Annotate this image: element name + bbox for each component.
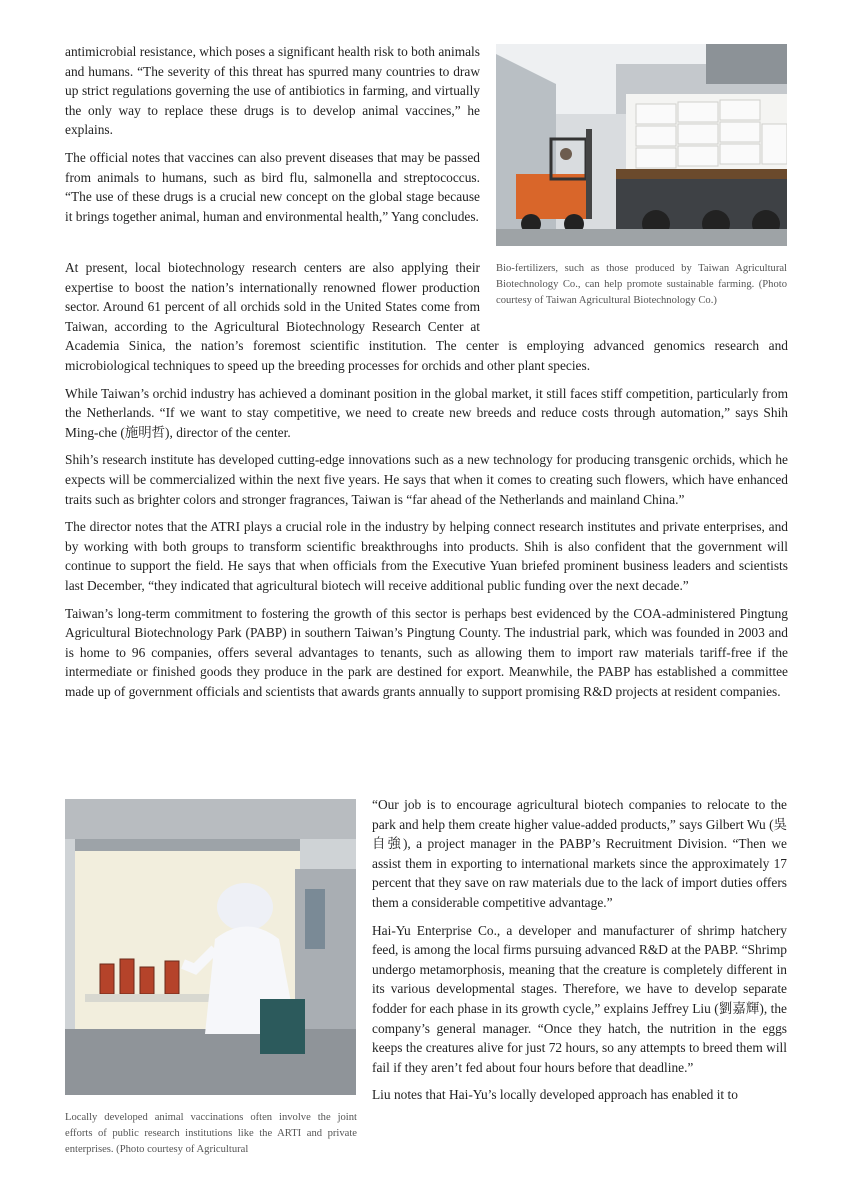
main-text-block — [65, 258, 788, 709]
lab-photo-caption: Locally developed animal vaccinations often involve the joint efforts of public research institutions like the ARTI and private enterprises. (Photo courtesy of Agricultural — [65, 1112, 357, 1155]
paragraph-hai-yu: Hai-Yu Enterprise Co., a developer and manufacturer of shrimp hatchery feed, is among the local firms pursuing advanced R&D at the PABP. “Shrimp undergo metamorphosis, meaning that the creature is completely different in its various developmental stages. Therefore, we have to develop separate fodder for each phase in its growth cycle,” explains Jeffrey Liu (劉嘉輝), the company’s general manager. “Once they hatch, the nutrition in the eggs keeps the creatures alive for just 72 hours, so any attempts to breed them will fail if they aren’t fed about four hours before that deadline.” — [372, 922, 787, 1075]
top-left-column — [65, 42, 480, 234]
truck-photo-caption: Bio-fertilizers, such as those produced by Taiwan Agricultural Biotechnology Co., can help promote sustainable farming. (Photo courtesy of Taiwan Agricultural Biotechnology Co.) — [496, 263, 787, 306]
paragraph-atri-role: The director notes that the ATRI plays a crucial role in the industry by helping connect research institutes and private enterprises, and by working with both groups to transform scientific breakthroughs into products. Shih is also confident that the government will continue to support the field. He says that when officials from the Executive Yuan briefed prominent business leaders and scientists last December, “they indicated that agricultural biotech will receive additional public funding over the next decade.” — [65, 519, 788, 593]
paragraph-gilbert-wu: “Our job is to encourage agricultural biotech companies to relocate to the park and help them create higher value-added products,” says Gilbert Wu (吳自強), a project manager in the PABP’s Recruitment Division. “Then we assist them in exporting to international markets since the approximately 17 percent that they save on raw materials due to the lack of import duties offers them a considerable competitive advantage.” — [372, 797, 787, 910]
laboratory-photo — [65, 799, 356, 1095]
paragraph-pabp: Taiwan’s long-term commitment to fostering the growth of this sector is perhaps best evidenced by the COA-administered Pingtung Agricultural Biotechnology Park (PABP) in southern Taiwan’s Pingtung County. The industrial park, which was founded in 2003 and is home to 96 companies, offers several advantages to tenants, such as allowing them to import raw materials tariff-free if the intermediate or finished goods they produce in the park are destined for export. Meanwhile, the PABP has established a committee made up of government officials and scientists that awards grants annually to support promising R&D projects at resident companies. — [65, 605, 788, 699]
paragraph-transgenic-orchids: Shih’s research institute has developed cutting-edge innovations such as a new technology for producing transgenic orchids, which he expects will be commercialized within the next five years. He says that when it comes to creating such flowers, which have enhanced traits such as brighter colors and stronger fragrances, Taiwan is “far ahead of the Netherlands and mainland China.” — [65, 452, 788, 507]
paragraph-liu-notes: Liu notes that Hai-Yu’s locally developed approach has enabled it to — [372, 1087, 738, 1103]
paragraph-antimicrobial: antimicrobial resistance, which poses a significant health risk to both animals and humans. “The severity of this threat has spurred many countries to draw up strict regulations governing the use of antibiotics in farming, and virtually the only way to replace these drugs is to develop animal vaccines,” he explains. — [65, 44, 480, 138]
paragraph-vaccines: The official notes that vaccines can also prevent diseases that may be passed from animals to humans, such as bird flu, salmonella and streptococcus. “The use of these drugs is a crucial new concept on the global stage because it brings together animal, human and environmental health,” Yang concludes. — [65, 149, 480, 224]
paragraph-orchid-research: At present, local biotechnology research centers are also applying their expertise to boost the nation’s internationally renowned flower production sector. Around 61 percent of all orchids sold in the United States come from Taiwan, according to the Agricultural Biotechnology Research Center at Academia Sinica, the nation’s foremost scientific institution. The center is employing advanced genomics research and microbiological techniques to speed up the breeding processes for orchids and other plant species. — [65, 260, 788, 373]
paragraph-orchid-competition: While Taiwan’s orchid industry has achieved a dominant position in the global market, it still faces stiff competition, particularly from the Netherlands. “If we want to stay competitive, we need to create new breeds and reduce costs through automation,” says Shih Ming-che (施明哲), director of the center. — [65, 385, 788, 440]
caption-wrap-spacer — [480, 258, 788, 336]
forklift-truck-photo — [496, 44, 787, 246]
bottom-right-column — [372, 795, 787, 1113]
